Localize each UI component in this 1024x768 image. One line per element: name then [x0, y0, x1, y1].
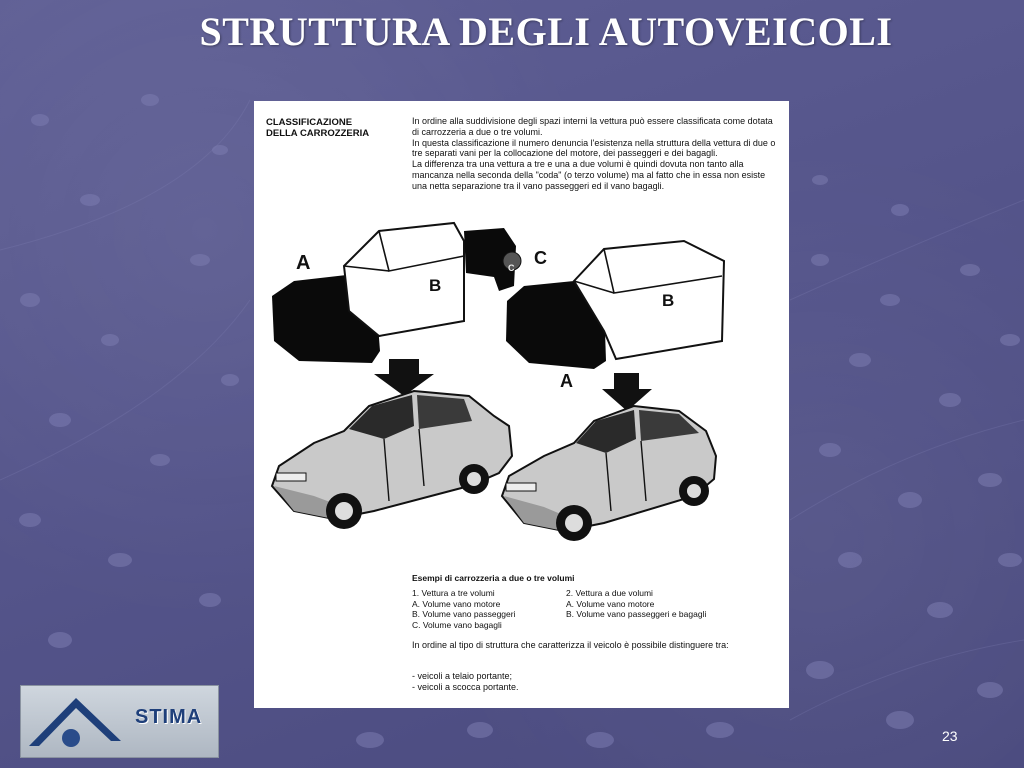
hatchback-car-drawing [502, 406, 716, 541]
three-volume-blocks [272, 223, 521, 363]
document-heading [266, 117, 401, 139]
structure-item: - veicoli a scocca portante. [412, 682, 519, 692]
scanned-document [254, 101, 789, 708]
legend-item: 2. Vettura a due volumi [566, 588, 653, 598]
structure-text: In ordine al tipo di struttura che caratterizza il veicolo è possibile distinguere tra: [412, 640, 729, 650]
arrow-down-left-icon [374, 359, 434, 396]
legend-item: B. Volume vano passeggeri [412, 609, 516, 620]
label-a-right: A [560, 371, 573, 391]
logo-text: STIMA [135, 706, 203, 728]
heading-line-2: DELLA CARROZZERIA [266, 128, 370, 139]
label-c-right-block: C [534, 248, 547, 268]
label-b-left: B [429, 276, 442, 295]
legend-item: A. Volume vano motore [566, 598, 655, 609]
stima-logo [20, 685, 219, 758]
legend-item: B. Volume vano passeggeri e bagagli [566, 609, 707, 620]
structure-list [412, 671, 712, 693]
two-volume-legend [566, 588, 786, 620]
intro-paragraph-1: In ordine alla suddivisione degli spazi interni la vettura può essere classificata come dotata di carrozzeria a due o tre volumi. [412, 116, 773, 137]
intro-paragraph-2: In questa classificazione il numero denuncia l'esistenza nella struttura della vettura di due o tre separati vani per la collocazione del motore, dei passeggeri e dei bagagli. [412, 137, 776, 159]
label-a-left: A [296, 252, 311, 274]
examples-title: Esempi di carrozzeria a due o tre volumi [412, 573, 575, 583]
structure-item: - veicoli a telaio portante; [412, 671, 513, 681]
page-number: 23 [942, 728, 958, 744]
label-c-left-block: C [508, 263, 515, 273]
arrow-down-right-icon [602, 373, 652, 411]
legend-item: C. Volume vano bagagli [412, 619, 502, 630]
heading-line-1: CLASSIFICAZIONE [266, 117, 353, 128]
three-volume-legend [412, 588, 562, 630]
car-volumes-illustration [254, 211, 789, 546]
intro-paragraph-3: La differenza tra una vettura a tre e una a due volumi è quindi dovuta non tanto alla mancanza nella seconda della "coda" (o terzo volume) ma al fatto che in essa non esiste una netta separazione tra il vano passeggeri ed il vano bagagli. [412, 159, 766, 191]
legend-item: A. Volume vano motore [412, 598, 501, 609]
intro-text [412, 116, 782, 192]
sedan-car-drawing [272, 391, 512, 529]
label-b-right: B [662, 291, 675, 310]
logo-emblem-icon [21, 686, 141, 757]
legend-item: 1. Vettura a tre volumi [412, 588, 495, 598]
slide-title: STRUTTURA DEGLI AUTOVEICOLI [199, 9, 893, 54]
